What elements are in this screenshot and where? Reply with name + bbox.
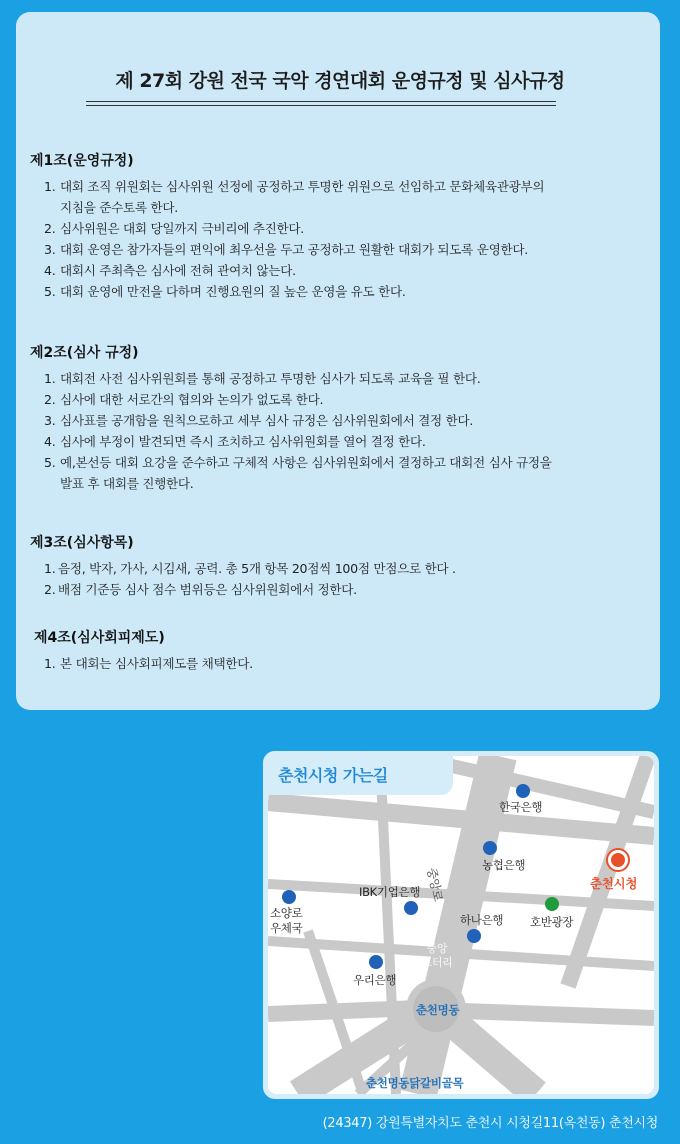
city-hall-marker — [606, 848, 630, 872]
hanguk-bank-marker — [516, 784, 530, 798]
soyang-post-marker — [282, 890, 296, 904]
item-text: 발표 후 대회를 진행한다. — [60, 476, 194, 491]
item-number: 1. — [44, 561, 56, 576]
section-criteria — [30, 532, 630, 600]
item-text: 심사위원은 대회 당일까지 극비리에 추진한다. — [60, 221, 304, 236]
item-number: 2. — [44, 582, 56, 597]
nonghyup-bank-label: 농협은행 — [482, 858, 526, 872]
list-item — [30, 260, 630, 281]
list-item — [30, 452, 630, 473]
hana-bank-marker — [467, 929, 481, 943]
item-text: 대회 운영에 만전을 다하며 진행요원의 질 높은 운영을 유도 한다. — [60, 284, 406, 299]
item-text: 심사표를 공개함을 원칙으로하고 세부 심사 규정은 심사위원회에서 결정 한다. — [60, 413, 474, 428]
list-item — [30, 558, 630, 579]
list-item — [30, 176, 630, 197]
ibk-bank-label: IBK기업은행 — [359, 885, 421, 899]
section-operation — [30, 150, 630, 302]
hana-bank-label: 하나은행 — [460, 913, 504, 927]
road-label: 중앙로 — [424, 866, 446, 903]
hoban-square-marker — [545, 897, 559, 911]
list-item — [34, 653, 634, 674]
item-number: 2. — [44, 392, 56, 407]
item-text: 지침을 준수토록 한다. — [60, 200, 178, 215]
item-number: 2. — [44, 221, 56, 236]
page-title: 제 27회 강원 전국 국악 경연대회 운영규정 및 심사규정 — [115, 70, 565, 92]
item-number: 4. — [44, 263, 56, 278]
section-heading: 제1조(운영규정) — [30, 153, 134, 169]
list-item — [30, 368, 630, 389]
map-title: 춘천시청 가는길 — [278, 766, 388, 785]
item-text: 대회전 사전 심사위원회를 통해 공정하고 투명한 심사가 되도록 교육을 필 한다. — [60, 371, 481, 386]
woori-bank-marker — [369, 955, 383, 969]
dakgalbi-alley-label: 춘천명동닭갈비골목 — [366, 1076, 464, 1090]
section-recusal — [34, 627, 634, 674]
item-text: 대회 조직 위원회는 심사위원 선정에 공정하고 투명한 위원으로 선임하고 문화체육관광부의 — [60, 179, 545, 194]
item-text: 예,본선등 대회 요강을 준수하고 구체적 사항은 심사위원회에서 결정하고 대회전 심사 규정을 — [60, 455, 552, 470]
hanguk-bank-label: 한국은행 — [499, 800, 543, 814]
list-item — [30, 239, 630, 260]
item-text: 음정, 박자, 가사, 시김새, 공력. 총 5개 항목 20점씩 100점 만점으로 한다 . — [58, 561, 456, 576]
title-underline-bottom — [86, 105, 556, 106]
list-item — [30, 431, 630, 452]
item-number: 1. — [44, 371, 56, 386]
city-hall-label: 춘천시청 — [590, 876, 638, 891]
list-item — [30, 281, 630, 302]
item-number: 3. — [44, 413, 56, 428]
item-text: 심사에 부정이 발견되면 즉시 조치하고 심사위원회를 열어 결정 한다. — [60, 434, 426, 449]
title-underline-top — [86, 101, 556, 102]
soyang-post-label: 소양로 우체국 — [270, 906, 303, 935]
list-item-continuation — [30, 473, 630, 494]
rotary-label: 중앙 로터리 — [421, 942, 453, 969]
item-text: 심사에 대한 서로간의 협의와 논의가 없도록 한다. — [60, 392, 324, 407]
item-text: 본 대회는 심사회피제도를 채택한다. — [60, 656, 253, 671]
myeongdong-label: 춘천명동 — [416, 1003, 460, 1017]
list-item — [30, 410, 630, 431]
section-heading: 제3조(심사항목) — [30, 535, 134, 551]
item-number: 3. — [44, 242, 56, 257]
road — [463, 1011, 654, 1018]
city-hall-marker-core — [611, 853, 625, 867]
section-judging — [30, 342, 630, 494]
section-heading: 제2조(심사 규정) — [30, 345, 139, 361]
item-text: 대회 운영은 참가자들의 편익에 최우선을 두고 공정하고 원활한 대회가 되도록 운영한다. — [60, 242, 528, 257]
item-number: 1. — [44, 179, 56, 194]
list-item-continuation — [30, 197, 630, 218]
item-number: 4. — [44, 434, 56, 449]
item-number: 5. — [44, 284, 56, 299]
nonghyup-bank-marker — [483, 841, 497, 855]
section-heading: 제4조(심사회피제도) — [34, 630, 165, 646]
list-item — [30, 389, 630, 410]
address-text: (24347) 강원특별자치도 춘천시 시청길11(옥천동) 춘천시청 — [322, 1116, 658, 1131]
woori-bank-label: 우리은행 — [353, 973, 397, 987]
hoban-square-label: 호반광장 — [530, 915, 574, 929]
ibk-bank-marker — [404, 901, 418, 915]
item-text: 배점 기준등 심사 점수 범위등은 심사위원회에서 정한다. — [58, 582, 357, 597]
item-number: 1. — [44, 656, 56, 671]
list-item — [30, 579, 630, 600]
item-text: 대회시 주최측은 심사에 전혀 관여치 않는다. — [60, 263, 296, 278]
list-item — [30, 218, 630, 239]
item-number: 5. — [44, 455, 56, 470]
